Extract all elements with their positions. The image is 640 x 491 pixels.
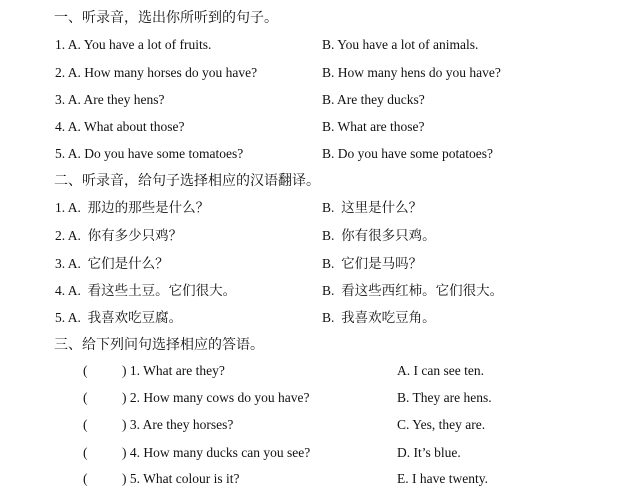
s2-label-b: B.: [322, 256, 335, 271]
answer-blank-open-paren: (: [83, 471, 88, 486]
s3-question: ) 5. What colour is it?: [122, 471, 240, 486]
s2-option-b: [322, 224, 436, 248]
s2-option-b: [322, 252, 422, 276]
s3-question: ) 1. What are they?: [122, 363, 225, 378]
section2-heading: [0, 169, 640, 193]
s2-text-b: 这里是什么？: [341, 200, 423, 216]
s2-row-5: [0, 306, 640, 330]
s2-text-a: 那边的那些是什么？: [87, 200, 210, 216]
s1-row-4: [0, 115, 640, 139]
s2-text-b: 看这些西红柿。它们很大。: [341, 283, 504, 299]
s1-option-a: 5. A. Do you have some tomatoes?: [55, 146, 244, 161]
s2-row-3: [0, 252, 640, 276]
s1-option-b: B. You have a lot of animals.: [322, 37, 479, 52]
s2-text-a: 它们是什么？: [87, 256, 169, 272]
s3-row-2: [0, 386, 640, 410]
s2-label-a: 4. A.: [55, 283, 81, 298]
s3-question: ) 2. How many cows do you have?: [122, 390, 310, 405]
s3-answer: A. I can see ten.: [397, 363, 484, 378]
s2-label-b: B.: [322, 200, 335, 215]
s1-option-b: B. How many hens do you have?: [322, 65, 501, 80]
s3-question: ) 4. How many ducks can you see?: [122, 445, 311, 460]
section1-heading-text: 一、听录音，选出你所听到的句子。: [54, 10, 278, 26]
s2-option-b: [322, 306, 436, 330]
s1-option-a: 2. A. How many horses do you have?: [55, 65, 258, 80]
s2-label-b: B.: [322, 310, 335, 325]
s2-text-a: 你有多少只鸡？: [87, 228, 183, 244]
s2-text-a: 看这些土豆。它们很大。: [87, 283, 237, 299]
s1-option-a: 3. A. Are they hens?: [55, 92, 165, 107]
s2-option-a: [55, 224, 182, 248]
s2-label-a: 2. A.: [55, 228, 81, 243]
s2-row-1: [0, 196, 640, 220]
s2-text-b: 我喜欢吃豆角。: [341, 310, 436, 326]
answer-blank-open-paren: (: [83, 363, 88, 378]
s3-question: ) 3. Are they horses?: [122, 417, 234, 432]
s2-option-a: [55, 196, 209, 220]
s1-row-2: [0, 61, 640, 85]
section3-heading-text: 三、给下列问句选择相应的答语。: [54, 337, 264, 353]
s3-answer: B. They are hens.: [397, 390, 492, 405]
s2-option-a: [55, 279, 236, 303]
s2-option-a: [55, 306, 182, 330]
s1-option-b: B. What are those?: [322, 119, 425, 134]
s2-text-b: 它们是马吗？: [341, 256, 423, 272]
s2-option-b: [322, 196, 422, 220]
s1-option-b: B. Are they ducks?: [322, 92, 425, 107]
section1-heading: [0, 6, 640, 30]
s2-option-a: [55, 252, 169, 276]
s1-option-b: B. Do you have some potatoes?: [322, 146, 493, 161]
s3-answer: D. It’s blue.: [397, 445, 461, 460]
s2-label-b: B.: [322, 283, 335, 298]
s1-row-1: [0, 33, 640, 57]
s1-option-a: 1. A. You have a lot of fruits.: [55, 37, 212, 52]
s3-row-1: [0, 359, 640, 383]
answer-blank-open-paren: (: [83, 390, 88, 405]
s3-row-4: [0, 441, 640, 465]
s3-row-3: [0, 413, 640, 437]
section2-heading-text: 二、听录音，给句子选择相应的汉语翻译。: [54, 173, 320, 189]
s2-row-2: [0, 224, 640, 248]
s2-row-4: [0, 279, 640, 303]
answer-blank-open-paren: (: [83, 445, 88, 460]
section3-heading: [0, 333, 640, 357]
s2-text-a: 我喜欢吃豆腐。: [87, 310, 183, 326]
s1-row-3: [0, 88, 640, 112]
answer-blank-open-paren: (: [83, 417, 88, 432]
s1-option-a: 4. A. What about those?: [55, 119, 185, 134]
s3-row-5: [0, 467, 640, 491]
s2-text-b: 你有很多只鸡。: [341, 228, 436, 244]
s2-option-b: [322, 279, 503, 303]
s3-answer: E. I have twenty.: [397, 471, 488, 486]
s3-answer: C. Yes, they are.: [397, 417, 486, 432]
s2-label-a: 3. A.: [55, 256, 81, 271]
s2-label-a: 1. A.: [55, 200, 81, 215]
s2-label-b: B.: [322, 228, 335, 243]
s2-label-a: 5. A.: [55, 310, 81, 325]
s1-row-5: [0, 142, 640, 166]
